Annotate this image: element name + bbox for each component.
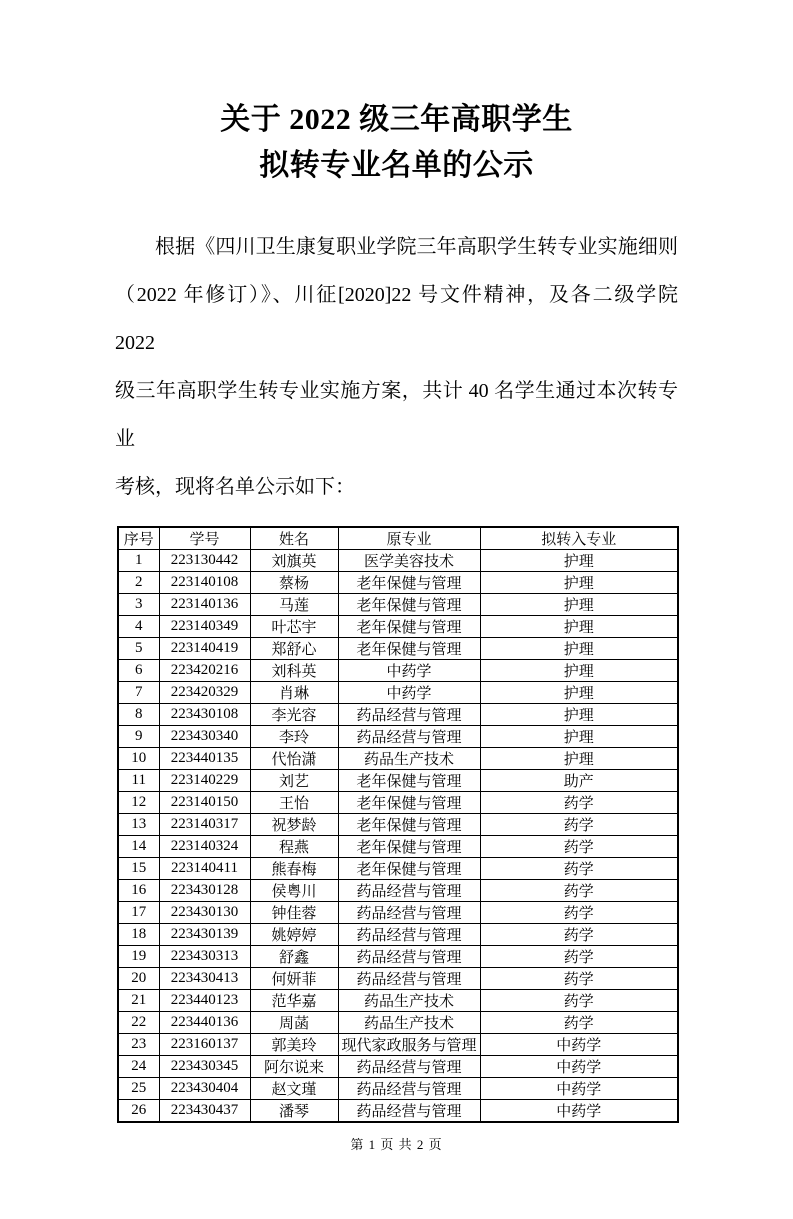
- paragraph-line-2: （2022 年修订）》、川征[2020]22 号文件精神，及各二级学院 2022: [115, 284, 678, 354]
- cell-original-major: 药品生产技术: [338, 1012, 480, 1034]
- students-transfer-table: [117, 526, 679, 1123]
- cell-student-name: 王怡: [250, 792, 338, 814]
- cell-student-id: 223140108: [159, 572, 250, 594]
- table-row: [118, 924, 678, 946]
- cell-student-id: 223430437: [159, 1100, 250, 1123]
- cell-student-id: 223140150: [159, 792, 250, 814]
- cell-student-id: 223140136: [159, 594, 250, 616]
- cell-original-major: 药品经营与管理: [338, 1056, 480, 1078]
- cell-target-major: 药学: [480, 858, 678, 880]
- cell-seq-no: 19: [118, 946, 159, 968]
- cell-student-name: 侯粤川: [250, 880, 338, 902]
- table-row: [118, 814, 678, 836]
- cell-student-name: 刘艺: [250, 770, 338, 792]
- cell-student-id: 223420329: [159, 682, 250, 704]
- cell-target-major: 护理: [480, 594, 678, 616]
- table-row: [118, 616, 678, 638]
- cell-target-major: 中药学: [480, 1034, 678, 1056]
- cell-seq-no: 9: [118, 726, 159, 748]
- header-cell-student-id: 学号: [159, 527, 250, 550]
- cell-target-major: 药学: [480, 924, 678, 946]
- table-row: [118, 704, 678, 726]
- table-row: [118, 1056, 678, 1078]
- header-cell-target-major: 拟转入专业: [480, 527, 678, 550]
- cell-seq-no: 14: [118, 836, 159, 858]
- cell-target-major: 护理: [480, 704, 678, 726]
- cell-student-name: 何妍菲: [250, 968, 338, 990]
- cell-original-major: 老年保健与管理: [338, 572, 480, 594]
- cell-original-major: 现代家政服务与管理: [338, 1034, 480, 1056]
- cell-original-major: 药品经营与管理: [338, 880, 480, 902]
- cell-seq-no: 15: [118, 858, 159, 880]
- cell-student-id: 223140419: [159, 638, 250, 660]
- intro-paragraph: [115, 223, 678, 511]
- header-cell-original-major: 原专业: [338, 527, 480, 550]
- document-title-line-1: 关于 2022 级三年高职学生: [220, 103, 573, 136]
- cell-seq-no: 24: [118, 1056, 159, 1078]
- cell-seq-no: 16: [118, 880, 159, 902]
- cell-student-id: 223160137: [159, 1034, 250, 1056]
- table-row: [118, 1100, 678, 1123]
- cell-target-major: 中药学: [480, 1056, 678, 1078]
- cell-target-major: 护理: [480, 616, 678, 638]
- cell-original-major: 药品经营与管理: [338, 902, 480, 924]
- table-row: [118, 968, 678, 990]
- cell-original-major: 老年保健与管理: [338, 814, 480, 836]
- cell-original-major: 药品经营与管理: [338, 1100, 480, 1123]
- cell-target-major: 中药学: [480, 1100, 678, 1123]
- cell-original-major: 老年保健与管理: [338, 836, 480, 858]
- cell-original-major: 药品经营与管理: [338, 726, 480, 748]
- cell-seq-no: 4: [118, 616, 159, 638]
- table-row: [118, 682, 678, 704]
- table-row: [118, 792, 678, 814]
- document-title-line-2: 拟转专业名单的公示: [259, 149, 534, 182]
- cell-student-name: 潘琴: [250, 1100, 338, 1123]
- cell-seq-no: 7: [118, 682, 159, 704]
- table-row: [118, 726, 678, 748]
- cell-target-major: 药学: [480, 1012, 678, 1034]
- cell-target-major: 药学: [480, 814, 678, 836]
- cell-student-name: 熊春梅: [250, 858, 338, 880]
- cell-target-major: 中药学: [480, 1078, 678, 1100]
- cell-seq-no: 11: [118, 770, 159, 792]
- cell-target-major: 药学: [480, 968, 678, 990]
- cell-student-name: 范华嘉: [250, 990, 338, 1012]
- paragraph-line-3: 级三年高职学生转专业实施方案，共计 40 名学生通过本次转专业: [115, 380, 678, 450]
- table-row: [118, 990, 678, 1012]
- cell-student-name: 阿尔说来: [250, 1056, 338, 1078]
- table-header-row: [118, 527, 678, 550]
- cell-student-id: 223140411: [159, 858, 250, 880]
- cell-student-id: 223140324: [159, 836, 250, 858]
- cell-student-id: 223430404: [159, 1078, 250, 1100]
- cell-seq-no: 1: [118, 550, 159, 572]
- paragraph-line-1: 根据《四川卫生康复职业学院三年高职学生转专业实施细则: [155, 236, 678, 258]
- table-row: [118, 572, 678, 594]
- cell-original-major: 老年保健与管理: [338, 594, 480, 616]
- cell-student-id: 223430345: [159, 1056, 250, 1078]
- table-row: [118, 902, 678, 924]
- table-row: [118, 1012, 678, 1034]
- cell-seq-no: 12: [118, 792, 159, 814]
- cell-student-id: 223440135: [159, 748, 250, 770]
- cell-seq-no: 20: [118, 968, 159, 990]
- cell-original-major: 中药学: [338, 682, 480, 704]
- cell-target-major: 药学: [480, 902, 678, 924]
- table-row: [118, 748, 678, 770]
- cell-student-id: 223140229: [159, 770, 250, 792]
- cell-student-name: 钟佳蓉: [250, 902, 338, 924]
- cell-student-name: 赵文瑾: [250, 1078, 338, 1100]
- document-title: [0, 97, 793, 189]
- cell-student-id: 223130442: [159, 550, 250, 572]
- cell-seq-no: 26: [118, 1100, 159, 1123]
- cell-original-major: 医学美容技术: [338, 550, 480, 572]
- cell-target-major: 药学: [480, 880, 678, 902]
- cell-student-name: 蔡杨: [250, 572, 338, 594]
- cell-seq-no: 22: [118, 1012, 159, 1034]
- cell-seq-no: 21: [118, 990, 159, 1012]
- table-row: [118, 550, 678, 572]
- cell-student-name: 祝梦龄: [250, 814, 338, 836]
- cell-original-major: 老年保健与管理: [338, 858, 480, 880]
- document-page: [0, 97, 793, 1219]
- table-row: [118, 880, 678, 902]
- cell-original-major: 药品经营与管理: [338, 1078, 480, 1100]
- cell-student-id: 223420216: [159, 660, 250, 682]
- table-row: [118, 1034, 678, 1056]
- cell-student-name: 刘旗英: [250, 550, 338, 572]
- cell-seq-no: 18: [118, 924, 159, 946]
- table-row: [118, 1078, 678, 1100]
- table-row: [118, 946, 678, 968]
- cell-target-major: 护理: [480, 572, 678, 594]
- table-row: [118, 836, 678, 858]
- header-cell-seq-no: 序号: [118, 527, 159, 550]
- table-row: [118, 660, 678, 682]
- cell-student-name: 李光容: [250, 704, 338, 726]
- cell-student-name: 郭美玲: [250, 1034, 338, 1056]
- cell-original-major: 老年保健与管理: [338, 770, 480, 792]
- cell-seq-no: 3: [118, 594, 159, 616]
- cell-target-major: 护理: [480, 550, 678, 572]
- cell-original-major: 中药学: [338, 660, 480, 682]
- cell-target-major: 助产: [480, 770, 678, 792]
- cell-seq-no: 17: [118, 902, 159, 924]
- table-row: [118, 858, 678, 880]
- cell-student-id: 223430413: [159, 968, 250, 990]
- cell-student-name: 马莲: [250, 594, 338, 616]
- cell-original-major: 药品生产技术: [338, 990, 480, 1012]
- cell-target-major: 药学: [480, 792, 678, 814]
- cell-original-major: 药品经营与管理: [338, 704, 480, 726]
- cell-student-id: 223430139: [159, 924, 250, 946]
- cell-target-major: 护理: [480, 660, 678, 682]
- cell-target-major: 护理: [480, 638, 678, 660]
- cell-student-id: 223440123: [159, 990, 250, 1012]
- cell-student-name: 舒鑫: [250, 946, 338, 968]
- cell-student-id: 223440136: [159, 1012, 250, 1034]
- header-cell-student-name: 姓名: [250, 527, 338, 550]
- cell-original-major: 老年保健与管理: [338, 792, 480, 814]
- cell-student-name: 姚婷婷: [250, 924, 338, 946]
- cell-seq-no: 23: [118, 1034, 159, 1056]
- cell-original-major: 药品生产技术: [338, 748, 480, 770]
- cell-seq-no: 10: [118, 748, 159, 770]
- cell-original-major: 药品经营与管理: [338, 968, 480, 990]
- cell-student-id: 223140317: [159, 814, 250, 836]
- cell-student-name: 郑舒心: [250, 638, 338, 660]
- table-row: [118, 638, 678, 660]
- cell-student-name: 程燕: [250, 836, 338, 858]
- cell-target-major: 护理: [480, 726, 678, 748]
- cell-seq-no: 8: [118, 704, 159, 726]
- cell-seq-no: 13: [118, 814, 159, 836]
- cell-student-name: 李玲: [250, 726, 338, 748]
- cell-student-id: 223430313: [159, 946, 250, 968]
- cell-student-id: 223430340: [159, 726, 250, 748]
- cell-student-name: 刘科英: [250, 660, 338, 682]
- cell-target-major: 药学: [480, 990, 678, 1012]
- cell-seq-no: 2: [118, 572, 159, 594]
- cell-student-name: 叶芯宇: [250, 616, 338, 638]
- page-footer: 第 1 页 共 2 页: [350, 1137, 443, 1152]
- cell-student-name: 代怡潇: [250, 748, 338, 770]
- cell-target-major: 护理: [480, 682, 678, 704]
- cell-seq-no: 25: [118, 1078, 159, 1100]
- cell-student-name: 肖琳: [250, 682, 338, 704]
- cell-seq-no: 6: [118, 660, 159, 682]
- cell-student-name: 周菡: [250, 1012, 338, 1034]
- cell-student-id: 223430108: [159, 704, 250, 726]
- cell-seq-no: 5: [118, 638, 159, 660]
- cell-original-major: 老年保健与管理: [338, 638, 480, 660]
- cell-student-id: 223430130: [159, 902, 250, 924]
- cell-target-major: 药学: [480, 946, 678, 968]
- cell-original-major: 药品经营与管理: [338, 946, 480, 968]
- cell-original-major: 药品经营与管理: [338, 924, 480, 946]
- cell-student-id: 223140349: [159, 616, 250, 638]
- cell-target-major: 药学: [480, 836, 678, 858]
- cell-student-id: 223430128: [159, 880, 250, 902]
- paragraph-line-4: 考核，现将名单公示如下：: [115, 476, 355, 498]
- table-row: [118, 594, 678, 616]
- table-row: [118, 770, 678, 792]
- cell-original-major: 老年保健与管理: [338, 616, 480, 638]
- cell-target-major: 护理: [480, 748, 678, 770]
